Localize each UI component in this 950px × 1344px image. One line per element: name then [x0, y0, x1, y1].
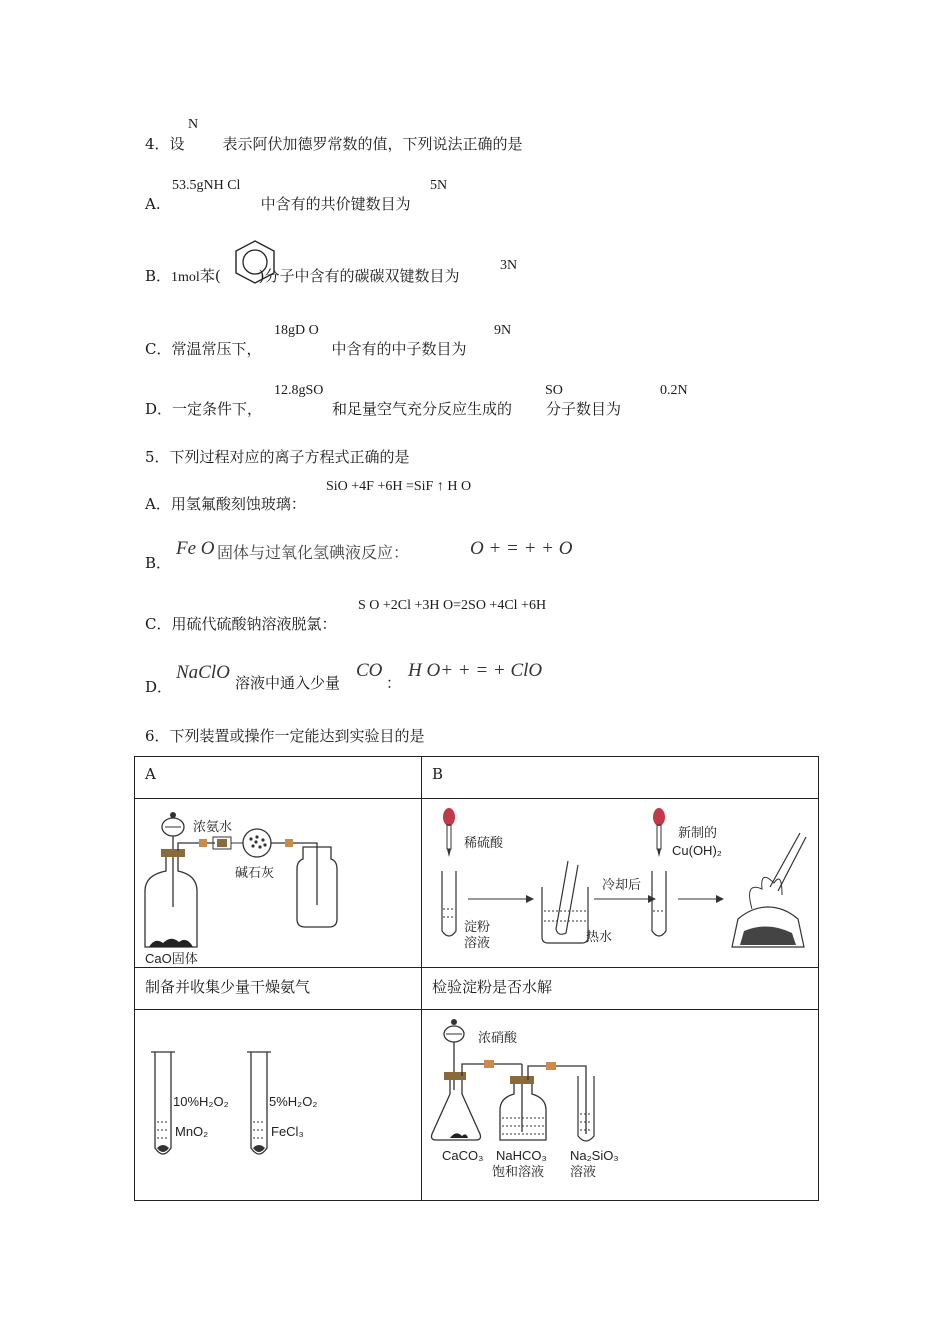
benzene-ring-icon	[233, 238, 277, 286]
fig-a-label-lime: 碱石灰	[235, 865, 275, 880]
cell-b-header[interactable]: B	[422, 757, 819, 799]
ammonia-apparatus-diagram	[135, 799, 421, 967]
cell-a-figure	[135, 799, 422, 968]
fig-a-label-cao: CaO固体	[145, 951, 198, 966]
fig-c-label-h2o2-10: 10%H₂O₂	[173, 1094, 229, 1109]
q5-option-a[interactable]: A．用氢氟酸刻蚀玻璃：	[145, 495, 306, 513]
q4-option-d[interactable]: D．一定条件下， 和足量空气充分反应生成的 分子数目为	[145, 400, 622, 418]
q5d-formula-a: NaClO	[176, 662, 230, 683]
q5-option-d[interactable]: D．	[145, 678, 173, 696]
q5-option-b[interactable]: B．	[145, 554, 172, 572]
q6-options-table	[134, 756, 819, 1201]
cell-c-figure[interactable]	[135, 1010, 422, 1201]
q5d-formula-b: CO	[356, 660, 383, 681]
acid-strength-diagram	[422, 1010, 818, 1200]
q4d-formula3: 0.2N	[660, 383, 688, 398]
fig-b-label-acid: 稀硫酸	[464, 835, 504, 850]
q5b-formula-b: O + = + + O	[470, 538, 573, 559]
fig-b-label-cuoh2: Cu(OH)₂	[672, 843, 722, 858]
q5b-formula-a: Fe O	[176, 538, 215, 559]
fig-d-label-caco3: CaCO₃	[442, 1148, 484, 1163]
fig-d-label-nahco3: NaHCO₃	[496, 1148, 547, 1163]
q4-option-a[interactable]: A. 中含有的共价键数目为	[145, 195, 411, 213]
fig-b-label-solution: 溶液	[464, 935, 491, 950]
q4c-formula1: 18gD O	[274, 323, 319, 338]
q5d-sep: ：	[386, 674, 402, 692]
q5-option-c[interactable]: C．用硫代硫酸钠溶液脱氯：	[145, 615, 337, 633]
q5d-formula-c: H O+ + = + ClO	[408, 660, 543, 681]
q4a-formula1: 53.5gNH Cl	[172, 178, 241, 193]
fig-a-label-ammonia: 浓氨水	[193, 819, 233, 834]
q5d-text: 溶液中通入少量	[235, 674, 341, 692]
cell-b-figure	[422, 799, 819, 968]
q4c-formula2: 9N	[494, 323, 512, 338]
q6-stem: 6．下列装置或操作一定能达到实验目的是	[145, 727, 425, 745]
q4-option-b[interactable]: B．1mol苯( )分子中含有的碳碳双键数目为	[145, 267, 460, 285]
q5b-text: 固体与过氧化氢碘液反应：	[217, 543, 410, 562]
fig-d-label-solution: 溶液	[570, 1164, 597, 1179]
q4a-formula2: 5N	[430, 178, 448, 193]
fig-c-label-h2o2-5: 5%H₂O₂	[269, 1094, 318, 1109]
q4d-formula2: SO	[545, 383, 563, 398]
fig-c-label-fecl3: FeCl₃	[271, 1124, 304, 1139]
q4-symbol-n: N	[188, 117, 199, 132]
fig-b-label-fresh: 新制的	[678, 825, 718, 840]
q4d-formula1: 12.8gSO	[274, 383, 324, 398]
fig-b-label-cool: 冷却后	[602, 877, 642, 892]
q5-stem: 5．下列过程对应的离子方程式正确的是	[145, 448, 410, 466]
q5a-formula: SiO +4F +6H =SiF ↑ H O	[326, 479, 472, 494]
cell-b-caption[interactable]: 检验淀粉是否水解	[422, 968, 819, 1010]
q4b-formula2: 3N	[500, 258, 518, 273]
fig-d-label-nitric: 浓硝酸	[478, 1030, 518, 1045]
fig-d-label-na2sio3: Na₂SiO₃	[570, 1148, 619, 1163]
starch-hydrolysis-diagram	[422, 799, 818, 967]
fig-b-label-starch: 淀粉	[464, 919, 491, 934]
cell-a-header[interactable]: A	[135, 757, 422, 799]
fig-b-label-hot-water: 热水	[586, 929, 613, 944]
peroxide-catalyst-diagram	[135, 1010, 421, 1200]
q4-stem: 4．设 表示阿伏加德罗常数的值，下列说法正确的是	[145, 135, 523, 153]
q4-option-c[interactable]: C．常温常压下， 中含有的中子数目为	[145, 340, 467, 358]
cell-a-caption[interactable]: 制备并收集少量干燥氨气	[135, 968, 422, 1010]
cell-d-figure[interactable]	[422, 1010, 819, 1201]
fig-d-label-saturated: 饱和溶液	[492, 1164, 545, 1179]
q5c-formula: S O +2Cl +3H O=2SO +4Cl +6H	[358, 598, 547, 613]
fig-c-label-mno2: MnO₂	[175, 1124, 209, 1139]
